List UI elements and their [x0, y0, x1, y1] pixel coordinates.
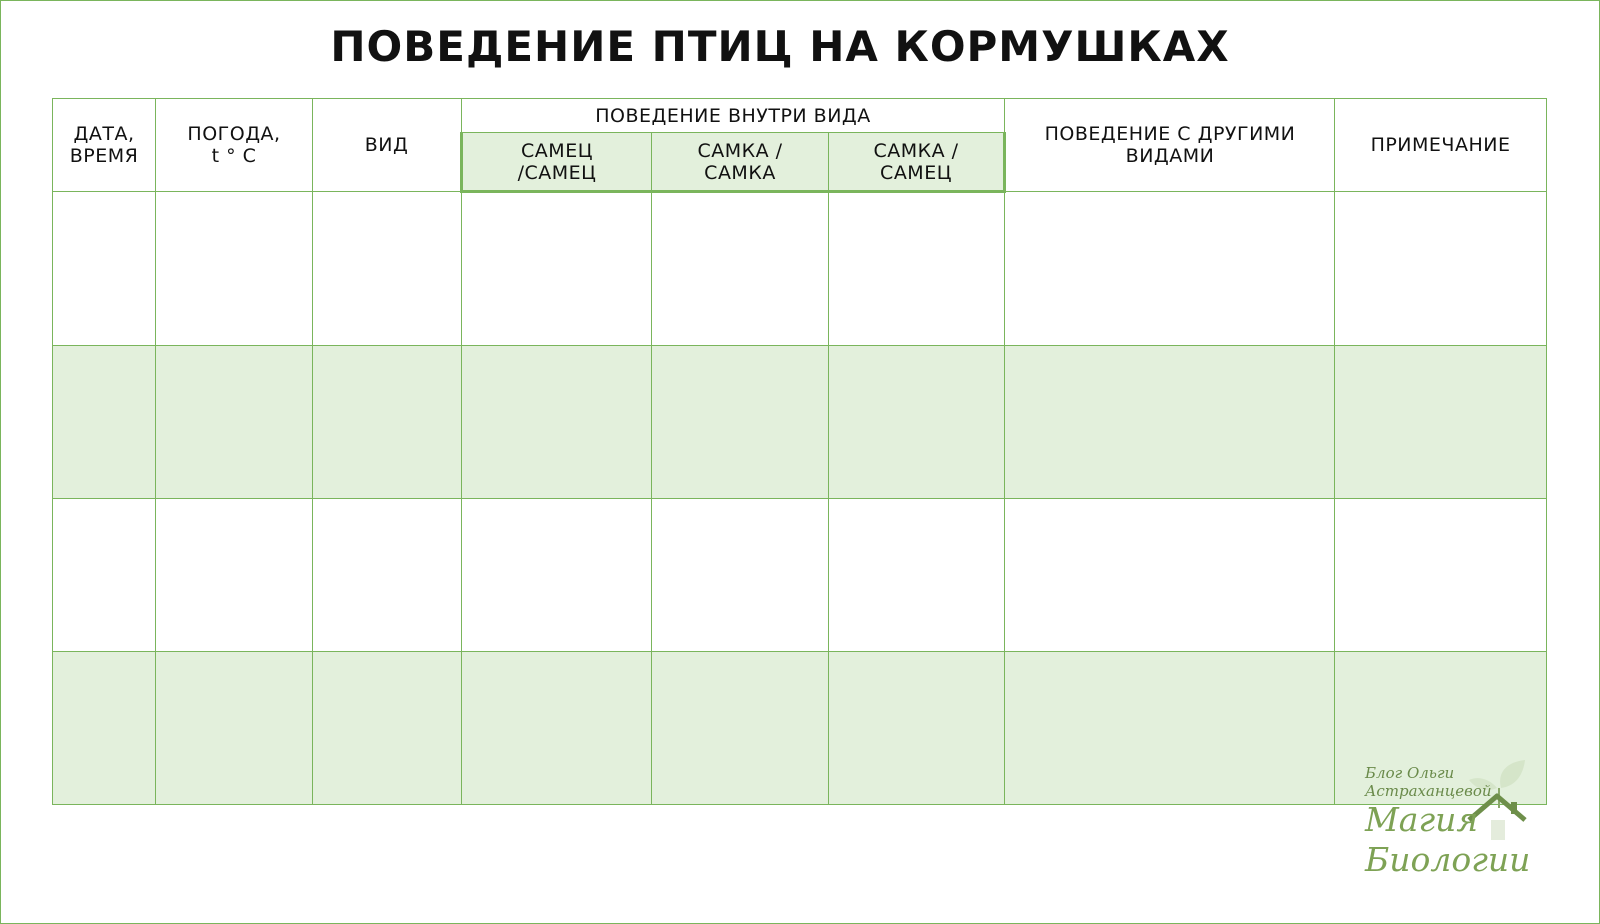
- sub-header-female-male: САМКА / САМЕЦ: [829, 133, 1005, 192]
- table-cell[interactable]: [462, 499, 652, 652]
- table-cell[interactable]: [462, 192, 652, 346]
- col-header-weather: ПОГОДА, t ° C: [156, 99, 313, 192]
- table-cell[interactable]: [1335, 192, 1547, 346]
- table-cell[interactable]: [462, 652, 652, 805]
- table-cell[interactable]: [156, 499, 313, 652]
- table-cell[interactable]: [313, 499, 462, 652]
- table-cell[interactable]: [829, 652, 1005, 805]
- brand-name-line2: Биологии: [1365, 840, 1531, 879]
- table-cell[interactable]: [652, 346, 829, 499]
- table-row: [53, 346, 1547, 499]
- blog-logo: [1365, 764, 1565, 894]
- sub-header-female-female: САМКА / САМКА: [652, 133, 829, 192]
- table-cell[interactable]: [652, 652, 829, 805]
- table-cell[interactable]: [829, 346, 1005, 499]
- table-cell[interactable]: [829, 499, 1005, 652]
- table-cell[interactable]: [1005, 499, 1335, 652]
- col-header-within-species: ПОВЕДЕНИЕ ВНУТРИ ВИДА: [462, 99, 1005, 133]
- col-header-note: ПРИМЕЧАНИЕ: [1335, 99, 1547, 192]
- table-cell[interactable]: [53, 346, 156, 499]
- table-cell[interactable]: [1005, 652, 1335, 805]
- table-row: [53, 652, 1547, 805]
- table-cell[interactable]: [1335, 346, 1547, 499]
- table-row: [53, 499, 1547, 652]
- table-cell[interactable]: [156, 652, 313, 805]
- table-row: [53, 192, 1547, 346]
- col-header-species: ВИД: [313, 99, 462, 192]
- sub-header-male-male: САМЕЦ /САМЕЦ: [462, 133, 652, 192]
- table-cell[interactable]: [53, 499, 156, 652]
- page-title: ПОВЕДЕНИЕ ПТИЦ НА КОРМУШКАХ: [330, 22, 1230, 71]
- table-cell[interactable]: [652, 499, 829, 652]
- table-cell[interactable]: [829, 192, 1005, 346]
- table-cell[interactable]: [53, 192, 156, 346]
- table-cell[interactable]: [313, 346, 462, 499]
- table-cell[interactable]: [53, 652, 156, 805]
- blog-author: Блог Ольги Астраханцевой: [1365, 764, 1492, 800]
- table-cell[interactable]: [313, 652, 462, 805]
- brand-name-line1: Магия: [1365, 800, 1479, 839]
- table-cell[interactable]: [156, 192, 313, 346]
- observation-table: [52, 98, 1547, 805]
- table-cell[interactable]: [652, 192, 829, 346]
- table-cell[interactable]: [1335, 499, 1547, 652]
- table-cell[interactable]: [1005, 346, 1335, 499]
- table-cell[interactable]: [156, 346, 313, 499]
- col-header-date-time: ДАТА, ВРЕМЯ: [53, 99, 156, 192]
- table-cell[interactable]: [1005, 192, 1335, 346]
- table-cell[interactable]: [313, 192, 462, 346]
- table-cell[interactable]: [462, 346, 652, 499]
- col-header-other-species: ПОВЕДЕНИЕ С ДРУГИМИ ВИДАМИ: [1005, 99, 1335, 192]
